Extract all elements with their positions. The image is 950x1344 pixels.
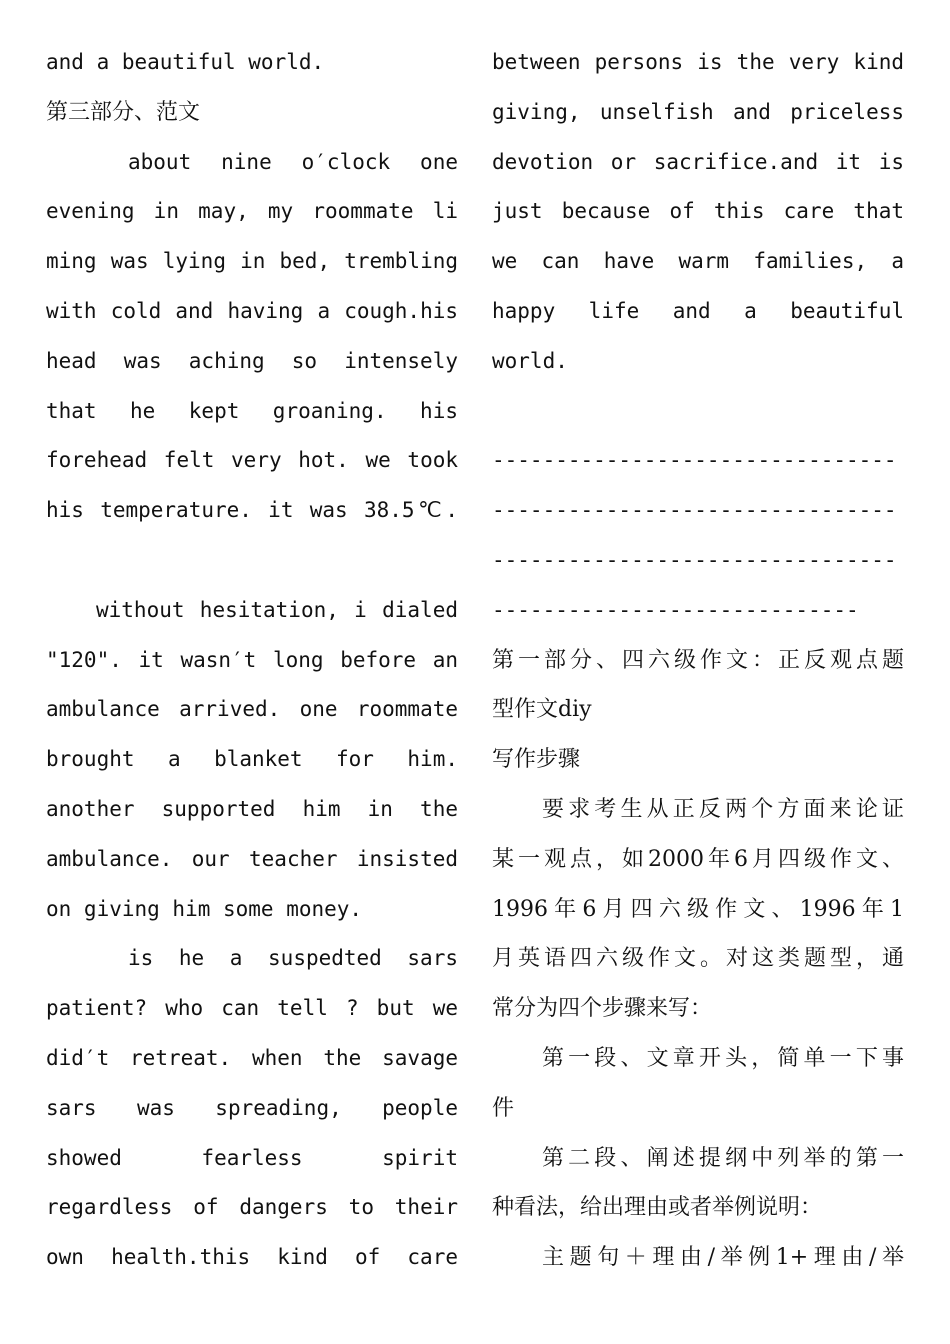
text-line: 月英语四六级作文。对这类题型，通 bbox=[492, 946, 904, 972]
text-line: ----------------------------- bbox=[492, 597, 859, 622]
text-line: -------------------------------- bbox=[492, 448, 897, 473]
text-line: 型作文diy bbox=[492, 697, 592, 723]
text-line: on giving him some money. bbox=[46, 896, 363, 921]
text-line: 某一观点，如2000年6月四级作文、 bbox=[492, 846, 904, 872]
text-line: between persons is the very kind bbox=[492, 50, 904, 74]
text-line: 第一部分、四六级作文：正反观点题 bbox=[492, 647, 904, 673]
text-line: 1996年6月四六级作文、1996年1 bbox=[492, 896, 904, 922]
right-column bbox=[492, 38, 904, 1283]
text-line: "120". it wasn′t long before an bbox=[46, 647, 458, 672]
text-line: sars was spreading, people bbox=[46, 1095, 458, 1120]
text-line: 常分为四个步骤来写： bbox=[492, 996, 713, 1022]
text-line: is he a suspedted sars bbox=[128, 946, 458, 971]
text-line: 写作步骤 bbox=[492, 747, 581, 773]
text-line bbox=[492, 387, 904, 437]
text-line: head was aching so intensely bbox=[46, 348, 458, 373]
text-line: we can have warm families, a bbox=[492, 249, 904, 274]
text-line: 第三部分、范文 bbox=[46, 99, 201, 125]
text-line: another supported him in the bbox=[46, 796, 458, 821]
text-line: 主题句＋理由/举例1+理由/举 bbox=[542, 1245, 904, 1271]
left-column bbox=[46, 38, 458, 1283]
text-line: -------------------------------- bbox=[492, 498, 897, 523]
text-line: 第一段、文章开头，简单一下事 bbox=[542, 1045, 904, 1071]
text-line: 第二段、阐述提纲中列举的第一 bbox=[542, 1145, 904, 1171]
text-line: ambulance. our teacher insisted bbox=[46, 846, 458, 871]
text-line: giving, unselfish and priceless bbox=[492, 99, 904, 124]
text-line: evening in may, my roommate li bbox=[46, 199, 458, 224]
text-line: regardless of dangers to their bbox=[46, 1195, 458, 1220]
text-line: 种看法，给出理由或者举例说明： bbox=[492, 1195, 823, 1221]
text-line: happy life and a beautiful bbox=[492, 298, 904, 323]
text-line: -------------------------------- bbox=[492, 547, 897, 572]
text-line: with cold and having a cough.his bbox=[46, 298, 458, 323]
text-line: that he kept groaning. his bbox=[46, 398, 458, 423]
text-line: his temperature. it was 38.5℃. bbox=[46, 498, 458, 523]
text-line: patient? who can tell ? but we bbox=[46, 996, 458, 1021]
text-line: about nine o′clock one bbox=[128, 149, 458, 174]
text-line: 要求考生从正反两个方面来论证 bbox=[542, 796, 904, 822]
text-line: showed fearless spirit bbox=[46, 1145, 458, 1170]
text-line: forehead felt very hot. we took bbox=[46, 448, 458, 473]
text-line: did′t retreat. when the savage bbox=[46, 1045, 458, 1070]
text-line: just because of this care that bbox=[492, 199, 904, 224]
text-line: and a beautiful world. bbox=[46, 50, 325, 74]
text-line: without hesitation, i dialed bbox=[96, 597, 458, 622]
text-line: world. bbox=[492, 348, 568, 373]
text-line: devotion or sacrifice.and it is bbox=[492, 149, 904, 174]
text-line: ming was lying in bed, trembling bbox=[46, 249, 458, 274]
text-line: own health.this kind of care bbox=[46, 1245, 458, 1270]
text-line: brought a blanket for him. bbox=[46, 747, 458, 772]
text-line: ambulance arrived. one roommate bbox=[46, 697, 458, 722]
text-line bbox=[46, 536, 458, 586]
text-line: 件 bbox=[492, 1095, 515, 1121]
